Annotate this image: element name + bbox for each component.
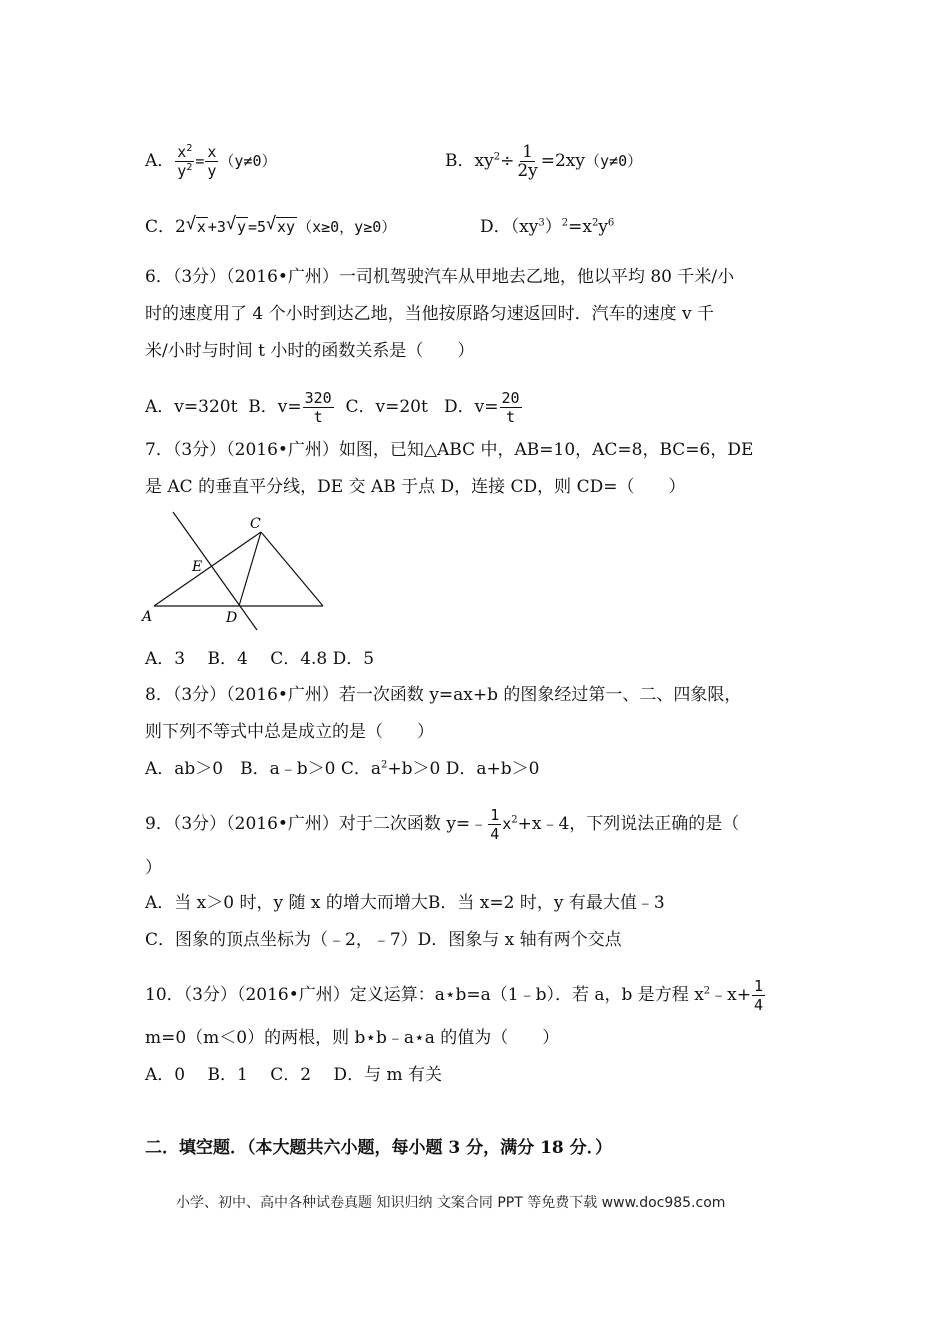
section-heading: 二．填空题．（本大题共六小题，每小题 3 分，满分 18 分．）	[145, 1138, 613, 1158]
q5-option-a: A． $\frac{x^2}{y^2}$ = $\frac{x}{y}$ （y≠0）	[145, 143, 277, 180]
label-e: E	[192, 559, 203, 575]
q5-option-d: D．$(xy^3)^2=x^2y^6$	[480, 217, 615, 237]
segment-ac	[154, 532, 261, 606]
q6-line-3: 米/小时与时间 t 小时的函数关系是（ ）	[145, 341, 475, 361]
fraction: $\frac{1}{2y}$	[517, 142, 538, 181]
sqrt: √ xy	[276, 217, 297, 236]
label-a: A	[142, 609, 153, 625]
q7-options: A．3 B．4 C．4.8 D．5	[145, 649, 375, 669]
q7-line-2: 是 AC 的垂直平分线，DE 交 AB 于点 D，连接 CD，则 CD=（ ）	[145, 477, 686, 497]
fraction: $\frac{320}{t}$	[304, 389, 332, 426]
q6-line-1: 6．（3分）（2016•广州）一司机驾驶汽车从甲地去乙地，他以平均 80 千米/小	[145, 267, 735, 287]
q8-line-2: 则下列不等式中总是成立的是（ ）	[145, 722, 434, 742]
q8-options: A．ab＞0 B．a﹣b＞0 C．$a^2+b>0$ D．a+b＞0	[145, 759, 540, 779]
footer-text: 小学、初中、高中各种试卷真题 知识归纳 文案合同 PPT 等免费下载 www.doc985.com	[176, 1195, 726, 1211]
triangle-figure	[140, 508, 340, 633]
q5-option-b: B．$xy^2\div$ $\frac{1}{2y}$ =2xy（y≠0）	[445, 142, 643, 181]
q8-line-1: 8．（3分）（2016•广州）若一次函数 y=ax+b 的图象经过第一、二、四象限，	[145, 685, 742, 705]
segment-cd	[239, 532, 261, 606]
segment-de	[173, 512, 257, 630]
segment-bc	[261, 532, 323, 606]
sqrt: √ y	[236, 217, 248, 236]
q6-line-2: 时的速度用了 4 个小时到达乙地，当他按原路匀速返回时．汽车的速度 v 千	[145, 304, 715, 324]
q9-options-cd: C．图象的顶点坐标为（﹣2，﹣7）D．图象与 x 轴有两个交点	[145, 930, 622, 950]
q6-options: A．v=320t B．v= $\frac{320}{t}$ C．v=20t D．v= $\frac{20}{t}$	[145, 389, 520, 426]
label-c: C	[250, 516, 261, 532]
label-d: D	[226, 610, 238, 626]
q10-line-2: m=0（m＜0）的两根，则 b⋆b﹣a⋆a 的值为（ ）	[145, 1028, 560, 1048]
q9-options-ab: A．当 x＞0 时，y 随 x 的增大而增大B．当 x=2 时，y 有最大值﹣3	[145, 893, 665, 913]
q9-line-2: ）	[145, 858, 162, 878]
sqrt: √ x	[196, 217, 208, 236]
fraction: $\frac{x^2}{y^2}$	[177, 143, 193, 180]
q7-line-1: 7．（3分）（2016•广州）如图，已知△ABC 中，AB=10，AC=8，BC=6，DE	[145, 440, 754, 460]
fraction: $\frac{1}{4}$	[490, 806, 500, 843]
fraction: $\frac{1}{4}$	[754, 977, 764, 1014]
fraction: $\frac{x}{y}$	[207, 143, 217, 180]
q10-line-1: 10．（3分）（2016•广州）定义运算：a⋆b=a（1﹣b）．若 a，b 是方程 $x^2﹣x+$ $\frac{1}{4}$	[145, 977, 764, 1014]
q9-line-1: 9．（3分）（2016•广州）对于二次函数 y=﹣ $\frac{1}{4}$ $x^2+x﹣4$，下列说法正确的是（	[145, 806, 740, 843]
fraction: $\frac{20}{t}$	[501, 389, 520, 426]
q10-options: A．0 B．1 C．2 D．与 m 有关	[145, 1065, 442, 1085]
q5-option-c: C．2√ x +3√ y =5√ xy （x≥0，y≥0）	[145, 216, 396, 238]
